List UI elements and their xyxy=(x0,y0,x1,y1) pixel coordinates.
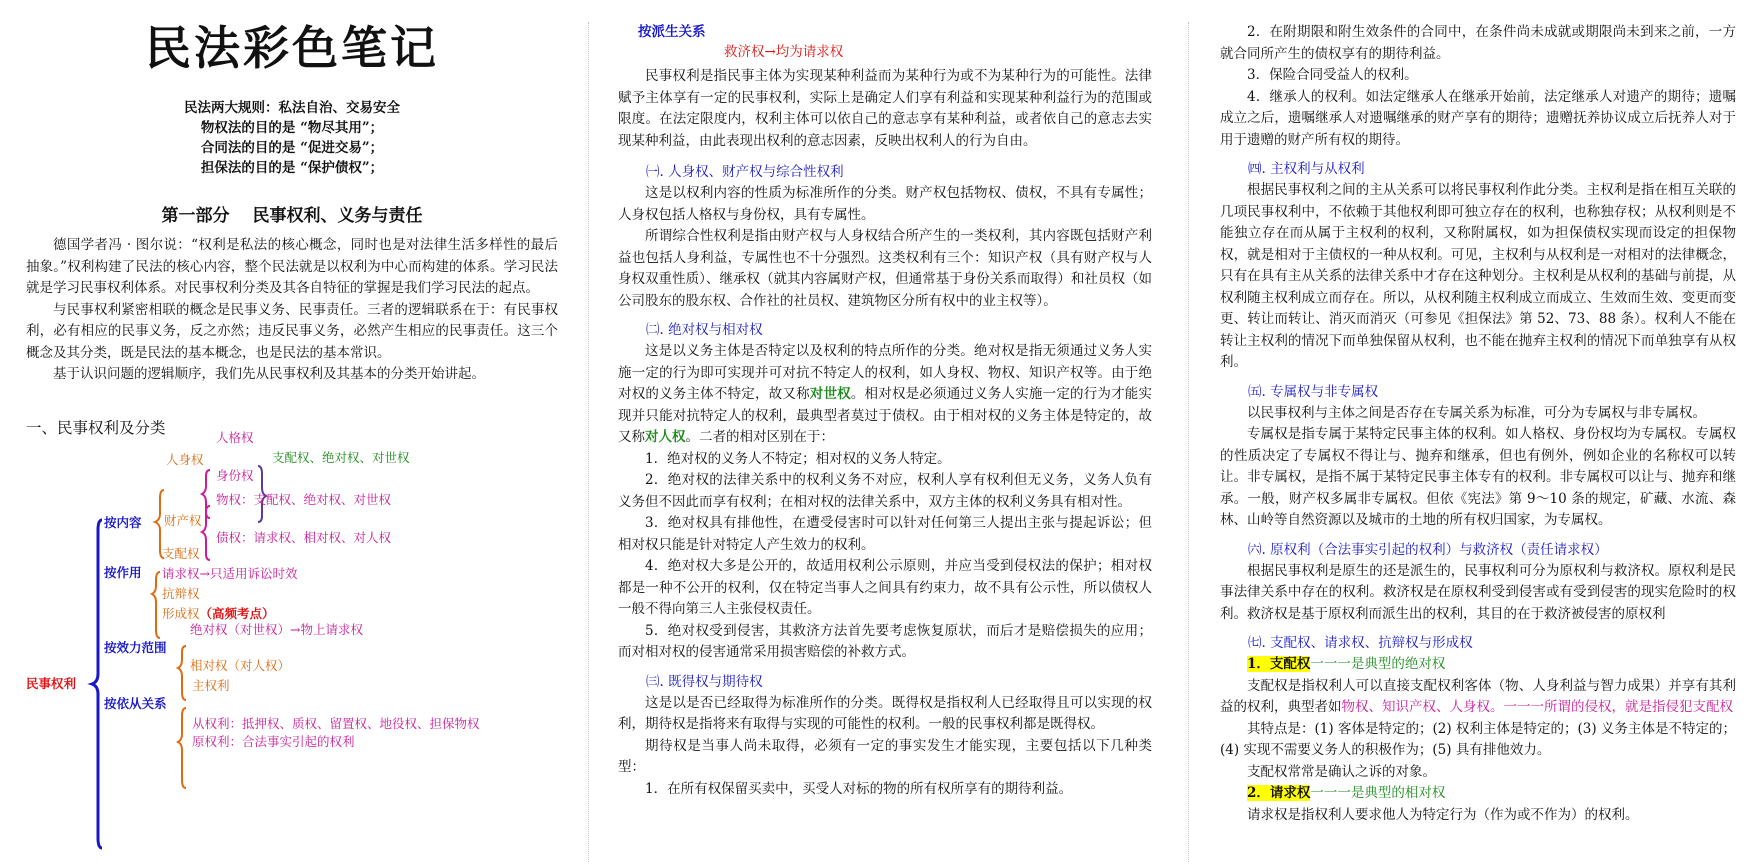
diagram-node: 支配权 xyxy=(162,546,200,561)
list-item: 4．继承人的权利。如法定继承人在继承开始前，法定继承人对遗产的期待；遗嘱成立之后，遗嘱继承人对遗嘱继承的财产享有的期待；遗赠抚养协议成立后抚养人对于用于遗赠的财产所有权的期待。 xyxy=(1220,88,1736,148)
diagram-node: 债权：请求权、相对权、对人权 xyxy=(216,530,392,545)
diagram-node: 主权利 xyxy=(192,678,230,693)
paragraph: 支配权常常是确认之诉的对象。 xyxy=(1247,763,1436,780)
diagram-node: 人身权 xyxy=(166,452,204,467)
subsection-title: ㈣. 主权利与从权利 xyxy=(1248,161,1365,177)
list-item: 4．绝对权大多是公开的，故适用权利公示原则，并应当受到侵权法的保护；相对权都是一种不公开的权利，仅在特定当事人之间具有约束力，故不具有公示性，所以债权人一般不得向第三人主张侵权责任。 xyxy=(618,558,1152,617)
list-item: 2．在附期限和附生效条件的合同中，在条件尚未成就或期限尚未到来之前，一方就合同所产生的债权享有的期待利益。 xyxy=(1220,24,1736,62)
root-brace xyxy=(92,520,102,848)
rule-line: 担保法的目的是 “保护债权”； xyxy=(200,160,384,176)
effect-brace xyxy=(178,646,186,700)
paragraph: 这是以义务主体是否特定以及权利的特点所作的分类。绝对权是指无须通过义务人实施一定的行为即可实现并可对抗不特定人的权利，如人身权、物权、知识产权等。由于绝对权的义务主体不特定，故又称对世权。相对权是必须通过义务人实施一定的行为才能实现并只能对抗特定人的权利，最典型者莫过于债权。由于相对权的义务主体是特定的，故又称对人权。二者的相对区别在于： xyxy=(618,343,1153,445)
paragraph: 根据民事权利是原生的还是派生的，民事权利可分为原权利与救济权。原权利是民事法律关系中存在的权利。救济权是在原权利受到侵害或有受到侵害的现实危险时的权利。救济权是基于原权利而派生出的权利，其目的在于救济被侵害的原权利 xyxy=(1220,562,1736,622)
column-2 xyxy=(618,0,1152,866)
diagram-node: 财产权 xyxy=(164,513,202,528)
column-3 xyxy=(1220,0,1736,866)
paragraph: 所谓综合性权利是指由财产权与人身权结合所产生的一类权利，其内容既包括财产利益也包括人身利益，专属性也不十分强烈。这类权利有三个：知识产权（具有财产权与人身权双重性质）、继承权（就其内容属财产权，但通常基于身份关系而取得）和社员权（如公司股东的股东权、合作社的社员权、建筑物区分所有权中的业主权等）。 xyxy=(618,228,1152,309)
list-item: 3．绝对权具有排他性，在遭受侵害时可以针对任何第三人提出主张与提起诉讼；但相对权只能是针对特定人产生效力的权利。 xyxy=(618,515,1152,553)
subsection-title: ㈥. 原权利（合法事实引起的权利）与救济权（责任请求权） xyxy=(1248,541,1608,558)
diagram-node: 抗辩权 xyxy=(162,586,200,601)
subsection-title: ㈠. 人身权、财产权与综合性权利 xyxy=(646,164,844,180)
list-item: 3．保险合同受益人的权利。 xyxy=(1247,67,1418,83)
paragraph: 专属权是指专属于某特定民事主体的权利。如人格权、身份权均为专属权。专属权的性质决定了专属权不得让与、抛弃和继承，但也有例外，例如企业的名称权可以转让。非专属权，是指不属于某特定民事主体专有的权利。非专属权可以让与、抛弃和继承。一般，财产权多属非专属权。但依《宪法》第 9～10 条的规定，矿藏、水流、森林、山岭等自然资源以及城市的土地的所有权归国家，为专属权。 xyxy=(1220,426,1736,528)
paragraph: 根据民事权利之间的主从关系可以将民事权利作此分类。主权利是指在相互关联的几项民事权利中，不依赖于其他权利即可独立存在的权利，也称独存权；从权利则是不能独立存在而从属于主权利的权利，又称附属权，如为担保债权实现而设定的担保物权，就是相对于主债权的一种从权利。可见，主权利与从权利是一对相对的法律概念，只有在具有主从关系的法律关系中才存在这种划分。主权利是从权利的基础与前提，从权利随主权利成立而存在。所以，从权利随主权利成立而成立、生效而生效、变更而变更、转让而转让、消灭而消灭（可参见《担保法》第 52、73、88 条）。权利人不能在转让主权利的情况下而单独保留从权利，也不能在抛弃主权利的情况下而单独享有从权利。 xyxy=(1220,182,1736,370)
diagram-branch-label: 按作用 xyxy=(104,565,142,580)
paragraph: 这是以是否已经取得为标准所作的分类。既得权是指权利人已经取得且可以实现的权利，期待权是指将来有取得与实现的可能性的权利。一般的民事权利都是既得权。 xyxy=(618,694,1152,732)
list-item: 2．绝对权的法律关系中的权利义务不对应，权利人享有权利但无义务，义务人负有义务但不因此而享有权利；在相对权的法律关系中，双方主体的权利义务具有相对性。 xyxy=(618,472,1152,510)
heading: 救济权→均为请求权 xyxy=(724,44,844,60)
paragraph: 德国学者冯 · 图尔说：“权利是私法的核心概念，同时也是对法律生活多样性的最后抽象。”权利构建了民法的核心内容，整个民法就是以权利为中心而构建的体系。学习民法就是学习民事权利体系。对民事权利分类及其各自特征的掌握是我们学习民法的起点。 xyxy=(26,237,558,296)
paragraph: 期待权是当事人尚未取得，必须有一定的事实发生才能实现，主要包括以下几种类型： xyxy=(618,737,1152,775)
paragraph: 其特点是：(1) 客体是特定的；(2) 权利主体是特定的；(3) 义务主体是不特定的；(4) 实现不需要义务人的积极作为；(5) 具有排他效力。 xyxy=(1220,720,1736,758)
document-title: 民法彩色笔记 xyxy=(145,21,439,75)
rule-line: 民法两大规则：私法自治、交易安全 xyxy=(184,100,400,116)
subsection-title: ㈤. 专属权与非专属权 xyxy=(1248,383,1379,400)
column-divider xyxy=(1188,22,1189,862)
rule-line: 物权法的目的是 “物尽其用”； xyxy=(200,120,384,136)
paragraph: 以民事权利与主体之间是否存在专属关系为标准，可分为专属权与非专属权。 xyxy=(1247,404,1706,421)
function-brace xyxy=(152,572,160,638)
diagram-node: 绝对权（对世权）→物上请求权 xyxy=(190,622,363,637)
diagram-root-label: 民事权利 xyxy=(26,676,77,691)
rights-classification-diagram xyxy=(26,430,558,850)
diagram-node: 物权：支配权、绝对权、对世权 xyxy=(216,492,392,507)
section-title: 一、民事权利及分类 xyxy=(26,418,166,437)
paragraph: 基于认识问题的逻辑顺序，我们先从民事权利及其基本的分类开始讲起。 xyxy=(53,366,485,382)
column-divider xyxy=(588,22,589,862)
diagram-node: 支配权、绝对权、对世权 xyxy=(272,450,410,465)
part-title: 第一部分 民事权利、义务与责任 xyxy=(161,206,423,226)
diagram-node: 形成权（高频考点） xyxy=(162,606,275,621)
subsection-title: ㈡. 绝对权与相对权 xyxy=(646,322,763,338)
property-brace xyxy=(202,506,210,560)
column-1 xyxy=(26,0,558,866)
diagram-node: 相对权（对人权） xyxy=(190,658,291,673)
diagram-node: 从权利：抵押权、质权、留置权、地役权、担保物权 xyxy=(192,716,480,731)
relation-brace xyxy=(178,708,186,788)
subsection-title: ㈦. 支配权、请求权、抗辩权与形成权 xyxy=(1248,635,1473,651)
diagram-node: 请求权→只适用诉讼时效 xyxy=(162,566,298,581)
subsection-title: ㈢. 既得权与期待权 xyxy=(646,673,763,690)
paragraph: 民事权利是指民事主体为实现某种利益而为某种行为或不为某种行为的可能性。法律赋予主体享有一定的民事权利，实际上是确定人们享有利益和实现某种利益行为的范围或限度。在法定限度内，权利主体可以依自己的意志享有某种利益，或者依自己的意志去实现某种利益，由此表现出权利的意志因素，反映出权利人的行为自由。 xyxy=(618,68,1152,149)
list-item: 5．绝对权受到侵害，其救济方法首先要考虑恢复原状，而后才是赔偿损失的应用；而对相对权的侵害通常采用损害赔偿的补救方式。 xyxy=(618,622,1152,660)
paragraph: 这是以权利内容的性质为标准所作的分类。财产权包括物权、债权，不具有专属性；人身权包括人格权与身份权，具有专属性。 xyxy=(618,185,1152,223)
diagram-branch-label: 按效力范围 xyxy=(104,640,167,655)
heading: 2．请求权一一一是典型的相对权 xyxy=(1247,785,1446,801)
list-item: 1．绝对权的义务人不特定；相对权的义务人特定。 xyxy=(645,450,951,467)
heading: 1．支配权一一一是典型的绝对权 xyxy=(1247,656,1446,672)
paragraph: 请求权是指权利人要求他人为特定行为（作为或不作为）的权利。 xyxy=(1247,806,1639,823)
rule-line: 合同法的目的是 “促进交易”； xyxy=(200,140,384,156)
paragraph: 支配权是指权利人可以直接支配权利客体（物、人身利益与智力成果）并享有其利益的权利，典型者如物权、知识产权、人身权。一一一所谓的侵权，就是指侵犯支配权 xyxy=(1220,677,1736,715)
diagram-node: 身份权 xyxy=(216,468,254,483)
heading: 按派生关系 xyxy=(638,24,706,40)
diagram-branch-label: 按依从关系 xyxy=(104,696,167,711)
diagram-branch-label: 按内容 xyxy=(104,515,142,530)
diagram-node: 人格权 xyxy=(216,430,254,445)
diagram-node: 原权利：合法事实引起的权利 xyxy=(192,734,355,749)
list-item: 1．在所有权保留买卖中，买受人对标的物的所有权所享有的期待利益。 xyxy=(645,780,1073,797)
paragraph: 与民事权利紧密相联的概念是民事义务、民事责任。三者的逻辑联系在于：有民事权利，必有相应的民事义务，反之亦然；违反民事义务，必然产生相应的民事责任。这三个概念及其分类，既是民法的基本概念，也是民法的基本常识。 xyxy=(26,301,558,361)
